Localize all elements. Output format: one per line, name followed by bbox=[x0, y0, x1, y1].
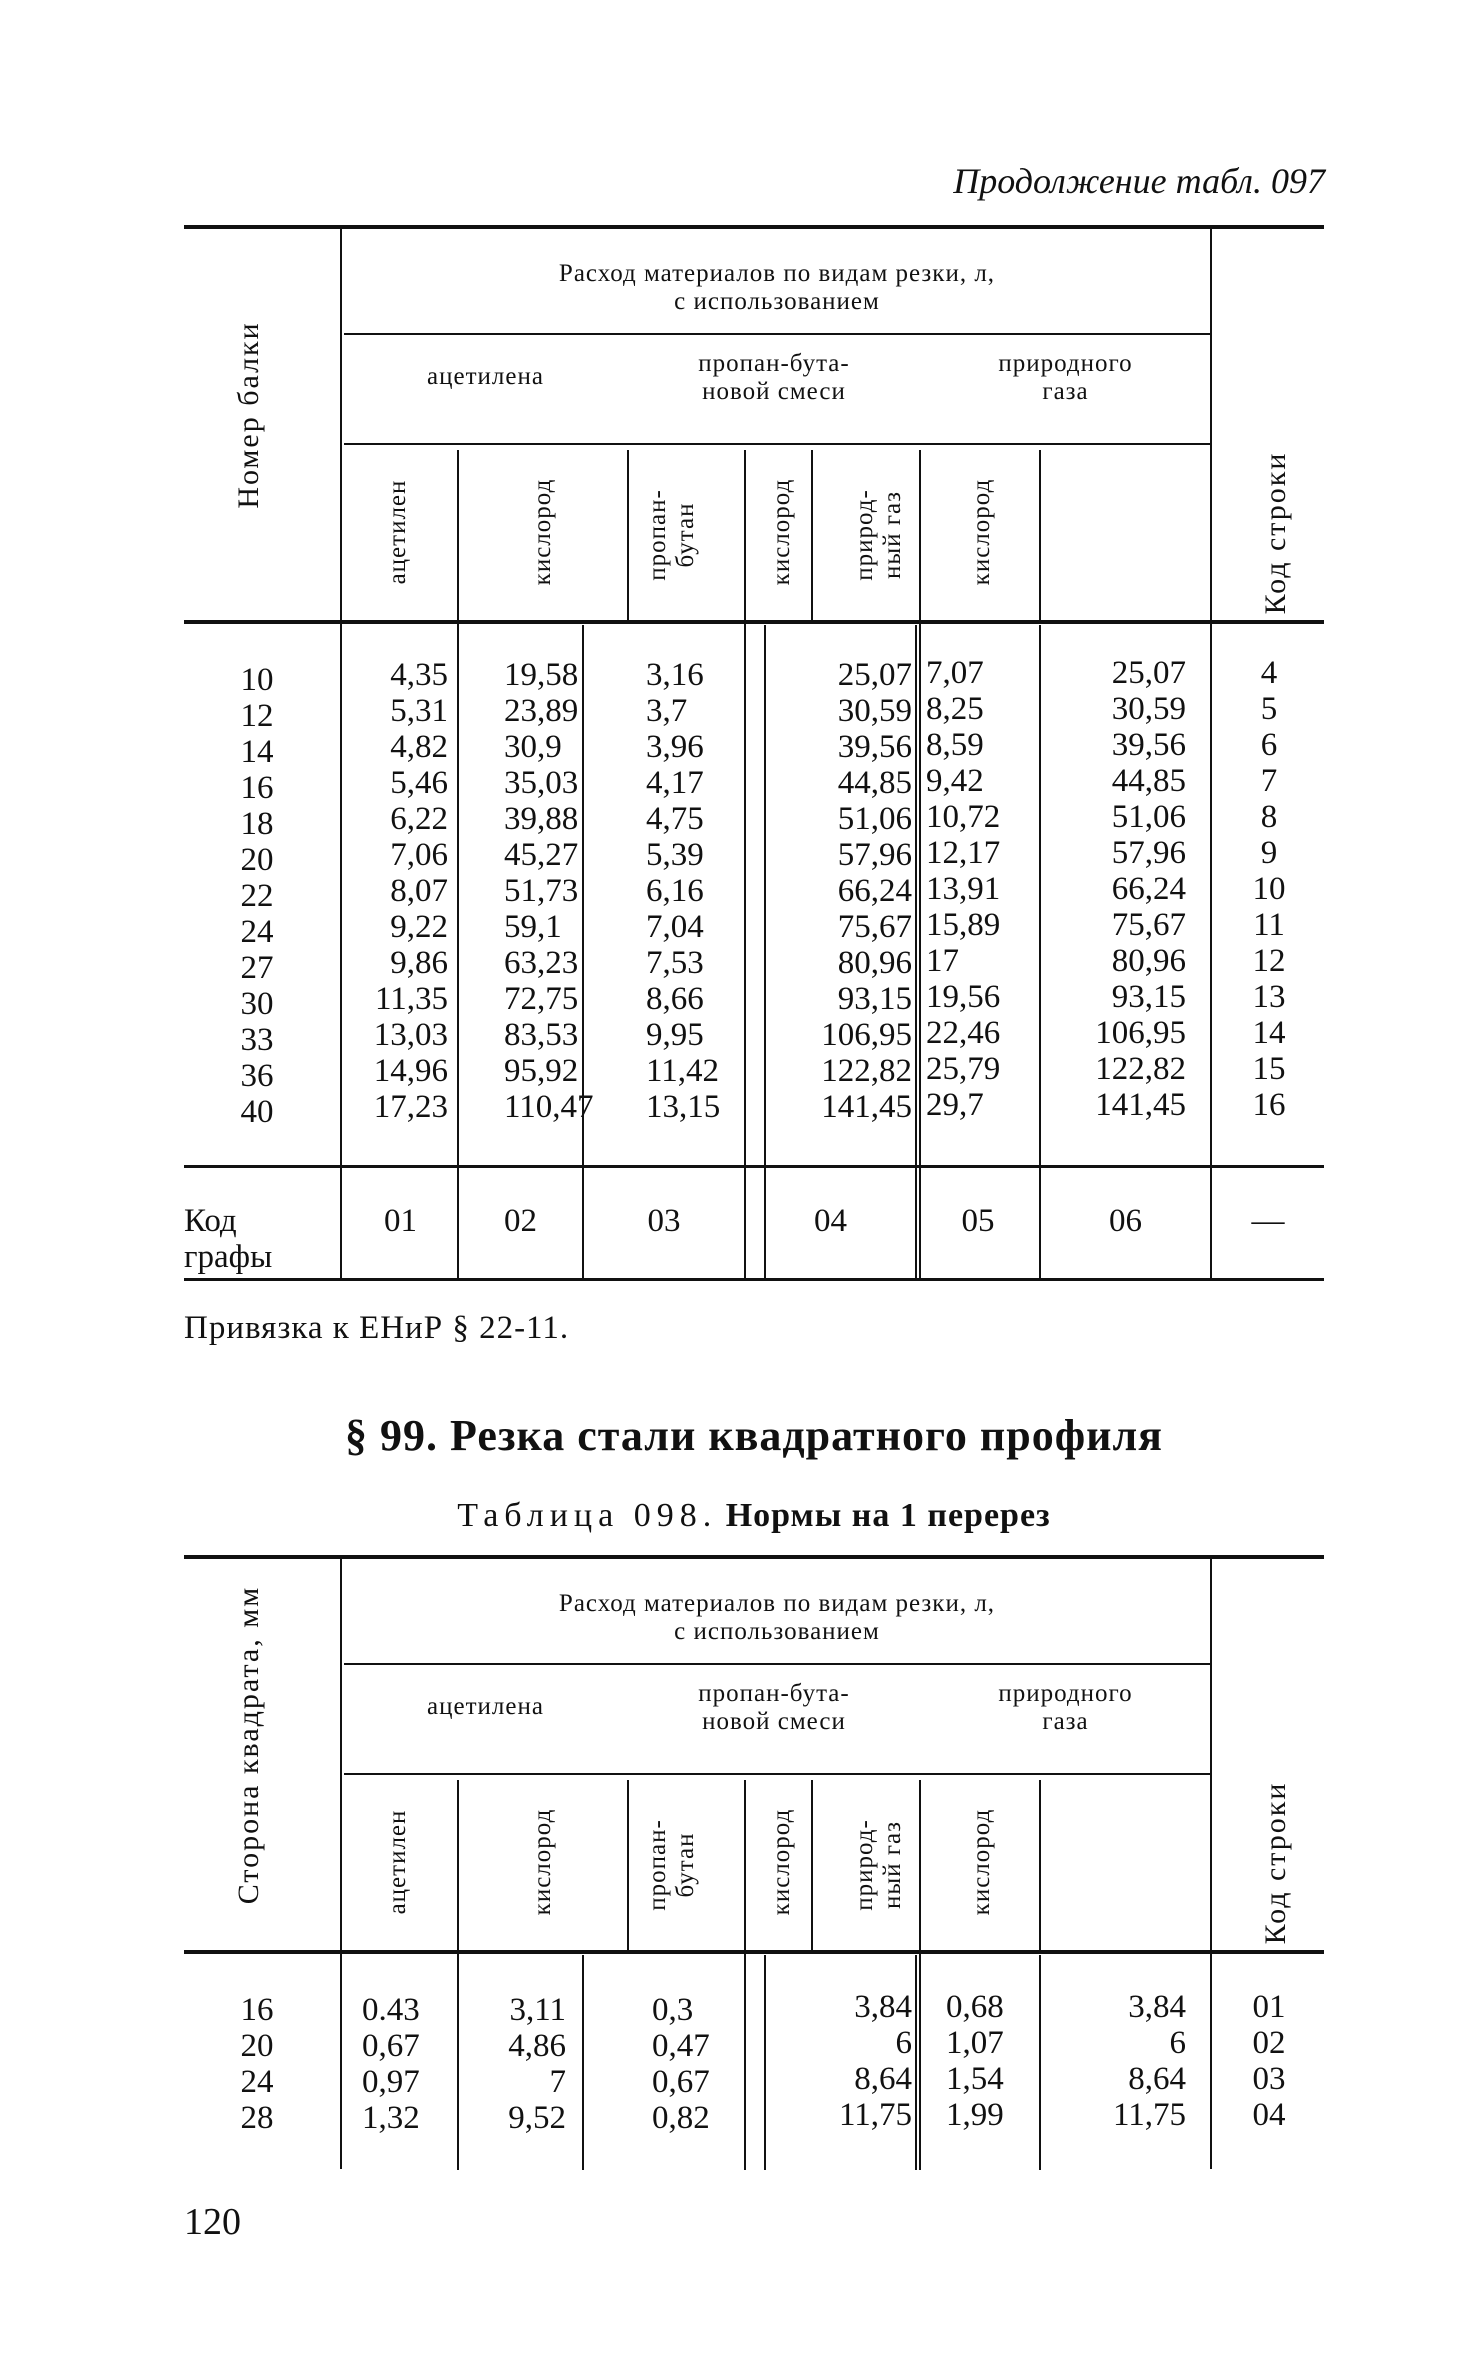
table-cell: 5,46 bbox=[390, 765, 448, 801]
table-cell: 72,75 bbox=[504, 981, 579, 1017]
table-cell: 36 bbox=[240, 1058, 274, 1094]
table-cell: 7,04 bbox=[646, 909, 704, 945]
table-top-rule bbox=[184, 225, 1324, 229]
table-cell: 20 bbox=[240, 842, 274, 878]
table-cell: 8,59 bbox=[926, 727, 984, 763]
enir-reference: Привязка к ЕНиР § 22-11. bbox=[184, 1310, 570, 1346]
table-cell: 13,91 bbox=[926, 871, 1001, 907]
square-side-column bbox=[222, 1992, 292, 2136]
table-caption-word: Таблица 098. bbox=[457, 1497, 718, 1534]
table-cell: 7,06 bbox=[390, 837, 448, 873]
table-cell: 3,7 bbox=[646, 693, 688, 729]
table-cell: 8,64 bbox=[1128, 2061, 1186, 2097]
table-cell: 45,27 bbox=[504, 837, 579, 873]
header-beam-number: Номер балки bbox=[232, 321, 265, 509]
table-cell: 9 bbox=[1260, 835, 1278, 871]
table-cell: 1,07 bbox=[946, 2025, 1004, 2061]
acetylene-column bbox=[342, 657, 448, 1125]
table-cell: 25,79 bbox=[926, 1051, 1001, 1087]
header-natural-gas: природ- ный газ bbox=[851, 489, 906, 581]
group-header: Расход материалов по видам резки, л, с использованием bbox=[558, 1590, 996, 1645]
subheader-acetylene: ацетилена bbox=[427, 363, 544, 390]
table-cell: 13 bbox=[1252, 979, 1286, 1015]
table-cell: 0,67 bbox=[652, 2064, 710, 2100]
table-cell: 9,52 bbox=[508, 2100, 566, 2136]
table-cell: 13,03 bbox=[373, 1017, 448, 1053]
table-cell: 0,68 bbox=[946, 1989, 1004, 2025]
table-cell: 106,95 bbox=[821, 1017, 912, 1053]
group-header: Расход материалов по видам резки, л, с использованием bbox=[558, 260, 996, 315]
table-cell: 1,32 bbox=[362, 2100, 420, 2136]
subheader-propane-butane: пропан-бута- новой смеси bbox=[698, 350, 850, 405]
table-cell: 4 bbox=[1260, 655, 1278, 691]
propane-butane-column bbox=[652, 1992, 710, 2136]
table-cell: 40 bbox=[240, 1094, 274, 1130]
table-cell: 83,53 bbox=[504, 1017, 579, 1053]
table-cell: 23,89 bbox=[504, 693, 579, 729]
row-code-column bbox=[1214, 1989, 1324, 2133]
table-cell: 3,96 bbox=[646, 729, 704, 765]
table-cell: 141,45 bbox=[821, 1089, 912, 1125]
table-cell: 30,9 bbox=[504, 729, 562, 765]
table-cell: 39,88 bbox=[504, 801, 579, 837]
header-row-code: Код строки bbox=[1259, 1781, 1292, 1945]
table-cell: 29,7 bbox=[926, 1087, 984, 1123]
table-cell: 14 bbox=[240, 734, 274, 770]
table-cell: 17 bbox=[926, 943, 959, 979]
propane-butane-column bbox=[646, 657, 720, 1125]
table-cell: 5,31 bbox=[390, 693, 448, 729]
page-number: 120 bbox=[184, 2201, 241, 2243]
table-cell: 27 bbox=[240, 950, 274, 986]
table-cell: 14,96 bbox=[373, 1053, 448, 1089]
table-cell: 7 bbox=[1260, 763, 1278, 799]
table-cell: 10 bbox=[1252, 871, 1286, 907]
table-cell: 5 bbox=[1260, 691, 1278, 727]
table-cell: 33 bbox=[240, 1022, 274, 1058]
table-cell: 15 bbox=[1252, 1051, 1286, 1087]
table-cell: 9,22 bbox=[390, 909, 448, 945]
table-cell: 4,82 bbox=[390, 729, 448, 765]
table-cell: 7 bbox=[549, 2064, 566, 2100]
header-acetylene: ацетилен bbox=[384, 1809, 411, 1915]
subheader-propane-butane: пропан-бута- новой смеси bbox=[698, 1680, 850, 1735]
table-cell: 122,82 bbox=[821, 1053, 912, 1089]
column-code: 05 bbox=[961, 1203, 995, 1239]
header-oxygen: кислород bbox=[529, 1808, 556, 1916]
table-cell: 0,67 bbox=[362, 2028, 420, 2064]
oxygen-column bbox=[766, 657, 912, 1125]
table-cell: 39,56 bbox=[1111, 727, 1186, 763]
table-cell: 10,72 bbox=[926, 799, 1001, 835]
header-oxygen: кислород bbox=[768, 1808, 795, 1916]
header-oxygen: кислород bbox=[768, 478, 795, 586]
header-natural-gas: природ- ный газ bbox=[851, 1819, 906, 1911]
table-top-rule bbox=[184, 1555, 1324, 1559]
table-cell: 5,39 bbox=[646, 837, 704, 873]
table-cell: 9,42 bbox=[926, 763, 984, 799]
table-cell: 4,35 bbox=[390, 657, 448, 693]
table-cell: 25,07 bbox=[1111, 655, 1186, 691]
table-cell: 19,58 bbox=[504, 657, 579, 693]
table-cell: 6 bbox=[1169, 2025, 1186, 2061]
acetylene-column bbox=[362, 1992, 420, 2136]
natural-gas-column bbox=[946, 1989, 1004, 2133]
oxygen-column bbox=[1041, 1989, 1186, 2133]
table-cell: 18 bbox=[240, 806, 274, 842]
table-cell: 57,96 bbox=[837, 837, 912, 873]
oxygen-column bbox=[466, 1992, 566, 2136]
table-cell: 75,67 bbox=[837, 909, 912, 945]
column-code: 02 bbox=[504, 1203, 537, 1239]
table-cell: 11,75 bbox=[838, 2097, 912, 2133]
table-cell: 16 bbox=[240, 770, 274, 806]
table-caption bbox=[184, 1497, 1324, 1535]
table-cell: 75,67 bbox=[1111, 907, 1186, 943]
subheader-acetylene: ацетилена bbox=[427, 1693, 544, 1720]
table-cell: 66,24 bbox=[837, 873, 912, 909]
table-cell: 39,56 bbox=[837, 729, 912, 765]
column-code: 06 bbox=[1109, 1203, 1142, 1239]
table-cell: 110,47 bbox=[504, 1089, 594, 1125]
header-oxygen: кислород bbox=[968, 1808, 995, 1916]
table-cell: 9,86 bbox=[390, 945, 448, 981]
column-code: 04 bbox=[814, 1203, 847, 1239]
oxygen-column bbox=[504, 657, 594, 1125]
table-cell: 7,07 bbox=[926, 655, 984, 691]
table-cell: 24 bbox=[240, 914, 274, 950]
table-cell: 44,85 bbox=[1111, 763, 1186, 799]
table-cell: 4,17 bbox=[646, 765, 704, 801]
table-cell: 30,59 bbox=[837, 693, 912, 729]
table-cell: 44,85 bbox=[837, 765, 912, 801]
table-cell: 93,15 bbox=[837, 981, 912, 1017]
table-cell: 93,15 bbox=[1111, 979, 1186, 1015]
table-cell: 0,47 bbox=[652, 2028, 710, 2064]
column-code: 03 bbox=[647, 1203, 681, 1239]
table-cell: 7,53 bbox=[646, 945, 704, 981]
table-cell: 6,16 bbox=[646, 873, 704, 909]
table-cell: 0.43 bbox=[362, 1992, 420, 2028]
table-cell: 11,35 bbox=[374, 981, 448, 1017]
table-cell: 35,03 bbox=[504, 765, 579, 801]
table-cell: 24 bbox=[240, 2064, 274, 2100]
table-cell: 6 bbox=[895, 2025, 912, 2061]
table-cell: 8,25 bbox=[926, 691, 984, 727]
table-cell: 15,89 bbox=[926, 907, 1001, 943]
continuation-caption: Продолжение табл. 097 bbox=[953, 161, 1325, 201]
table-cell: 13,15 bbox=[646, 1089, 721, 1125]
header-acetylene: ацетилен bbox=[384, 479, 411, 585]
column-code: 01 bbox=[384, 1203, 417, 1239]
table-cell: 51,73 bbox=[504, 873, 579, 909]
table-cell: 0,97 bbox=[362, 2064, 420, 2100]
table-cell: 4,75 bbox=[646, 801, 704, 837]
header-propane-butane: пропан- бутан bbox=[644, 489, 699, 581]
column-code: — bbox=[1251, 1203, 1285, 1239]
table-cell: 30,59 bbox=[1111, 691, 1186, 727]
oxygen-column bbox=[766, 1989, 912, 2133]
table-cell: 9,95 bbox=[646, 1017, 704, 1053]
table-cell: 19,56 bbox=[926, 979, 1001, 1015]
table-cell: 122,82 bbox=[1095, 1051, 1186, 1087]
header-square-side: Сторона квадрата, мм bbox=[232, 1585, 265, 1905]
table-cell: 8,07 bbox=[390, 873, 448, 909]
table-cell: 28 bbox=[240, 2100, 274, 2136]
norms-table-098 bbox=[184, 1555, 1324, 2170]
natural-gas-column bbox=[926, 655, 1000, 1123]
table-cell: 0,3 bbox=[652, 1992, 694, 2028]
table-cell: 6,22 bbox=[390, 801, 448, 837]
table-cell: 8 bbox=[1260, 799, 1278, 835]
table-cell: 22 bbox=[240, 878, 274, 914]
table-cell: 3,11 bbox=[509, 1992, 566, 2028]
row-code-column bbox=[1214, 655, 1324, 1123]
table-cell: 95,92 bbox=[504, 1053, 579, 1089]
table-cell: 11,75 bbox=[1112, 2097, 1186, 2133]
norms-table-097 bbox=[184, 225, 1324, 1290]
table-cell: 10 bbox=[240, 662, 274, 698]
table-cell: 66,24 bbox=[1111, 871, 1186, 907]
header-oxygen: кислород bbox=[529, 478, 556, 586]
table-cell: 25,07 bbox=[837, 657, 912, 693]
table-cell: 6 bbox=[1260, 727, 1278, 763]
column-code-label: Код графы bbox=[184, 1203, 273, 1275]
table-cell: 22,46 bbox=[926, 1015, 1001, 1051]
oxygen-column bbox=[1041, 655, 1186, 1123]
table-cell: 57,96 bbox=[1111, 835, 1186, 871]
table-cell: 11 bbox=[1253, 907, 1285, 943]
table-cell: 0,82 bbox=[652, 2100, 710, 2136]
table-cell: 63,23 bbox=[504, 945, 579, 981]
table-cell: 12 bbox=[240, 698, 274, 734]
table-cell: 03 bbox=[1252, 2061, 1286, 2097]
table-cell: 01 bbox=[1252, 1989, 1286, 2025]
table-cell: 16 bbox=[1252, 1087, 1286, 1123]
table-cell: 14 bbox=[1252, 1015, 1286, 1051]
table-cell: 51,06 bbox=[837, 801, 912, 837]
header-bottom-rule bbox=[184, 1950, 1324, 1954]
table-cell: 04 bbox=[1252, 2097, 1286, 2133]
header-row-code: Код строки bbox=[1259, 451, 1292, 615]
table-cell: 59,1 bbox=[504, 909, 562, 945]
table-cell: 30 bbox=[240, 986, 274, 1022]
section-title: § 99. Резка стали квадратного профиля bbox=[345, 1411, 1163, 1460]
table-cell: 12,17 bbox=[926, 835, 1001, 871]
subheader-natural-gas: природного газа bbox=[998, 1680, 1133, 1735]
table-cell: 11,42 bbox=[646, 1053, 720, 1089]
table-cell: 80,96 bbox=[1111, 943, 1186, 979]
header-oxygen: кислород bbox=[968, 478, 995, 586]
table-caption-title: Нормы на 1 перерез bbox=[725, 1497, 1051, 1534]
subheader-natural-gas: природного газа bbox=[998, 350, 1133, 405]
table-cell: 106,95 bbox=[1095, 1015, 1186, 1051]
table-cell: 8,64 bbox=[854, 2061, 912, 2097]
table-cell: 80,96 bbox=[837, 945, 912, 981]
table-cell: 12 bbox=[1252, 943, 1286, 979]
table-cell: 17,23 bbox=[373, 1089, 448, 1125]
table-cell: 4,86 bbox=[508, 2028, 566, 2064]
beam-number-column bbox=[222, 662, 292, 1130]
body-bottom-rule bbox=[184, 1165, 1324, 1168]
table-cell: 02 bbox=[1252, 2025, 1286, 2061]
table-cell: 1,99 bbox=[946, 2097, 1004, 2133]
table-cell: 8,66 bbox=[646, 981, 704, 1017]
table-cell: 51,06 bbox=[1111, 799, 1186, 835]
table-cell: 20 bbox=[240, 2028, 274, 2064]
table-bottom-rule bbox=[184, 1278, 1324, 1281]
table-cell: 16 bbox=[240, 1992, 274, 2028]
table-cell: 1,54 bbox=[946, 2061, 1004, 2097]
header-bottom-rule bbox=[184, 620, 1324, 624]
table-cell: 3,16 bbox=[646, 657, 704, 693]
table-cell: 3,84 bbox=[854, 1989, 912, 2025]
table-cell: 3,84 bbox=[1128, 1989, 1186, 2025]
table-cell: 141,45 bbox=[1095, 1087, 1186, 1123]
header-propane-butane: пропан- бутан bbox=[644, 1819, 699, 1911]
